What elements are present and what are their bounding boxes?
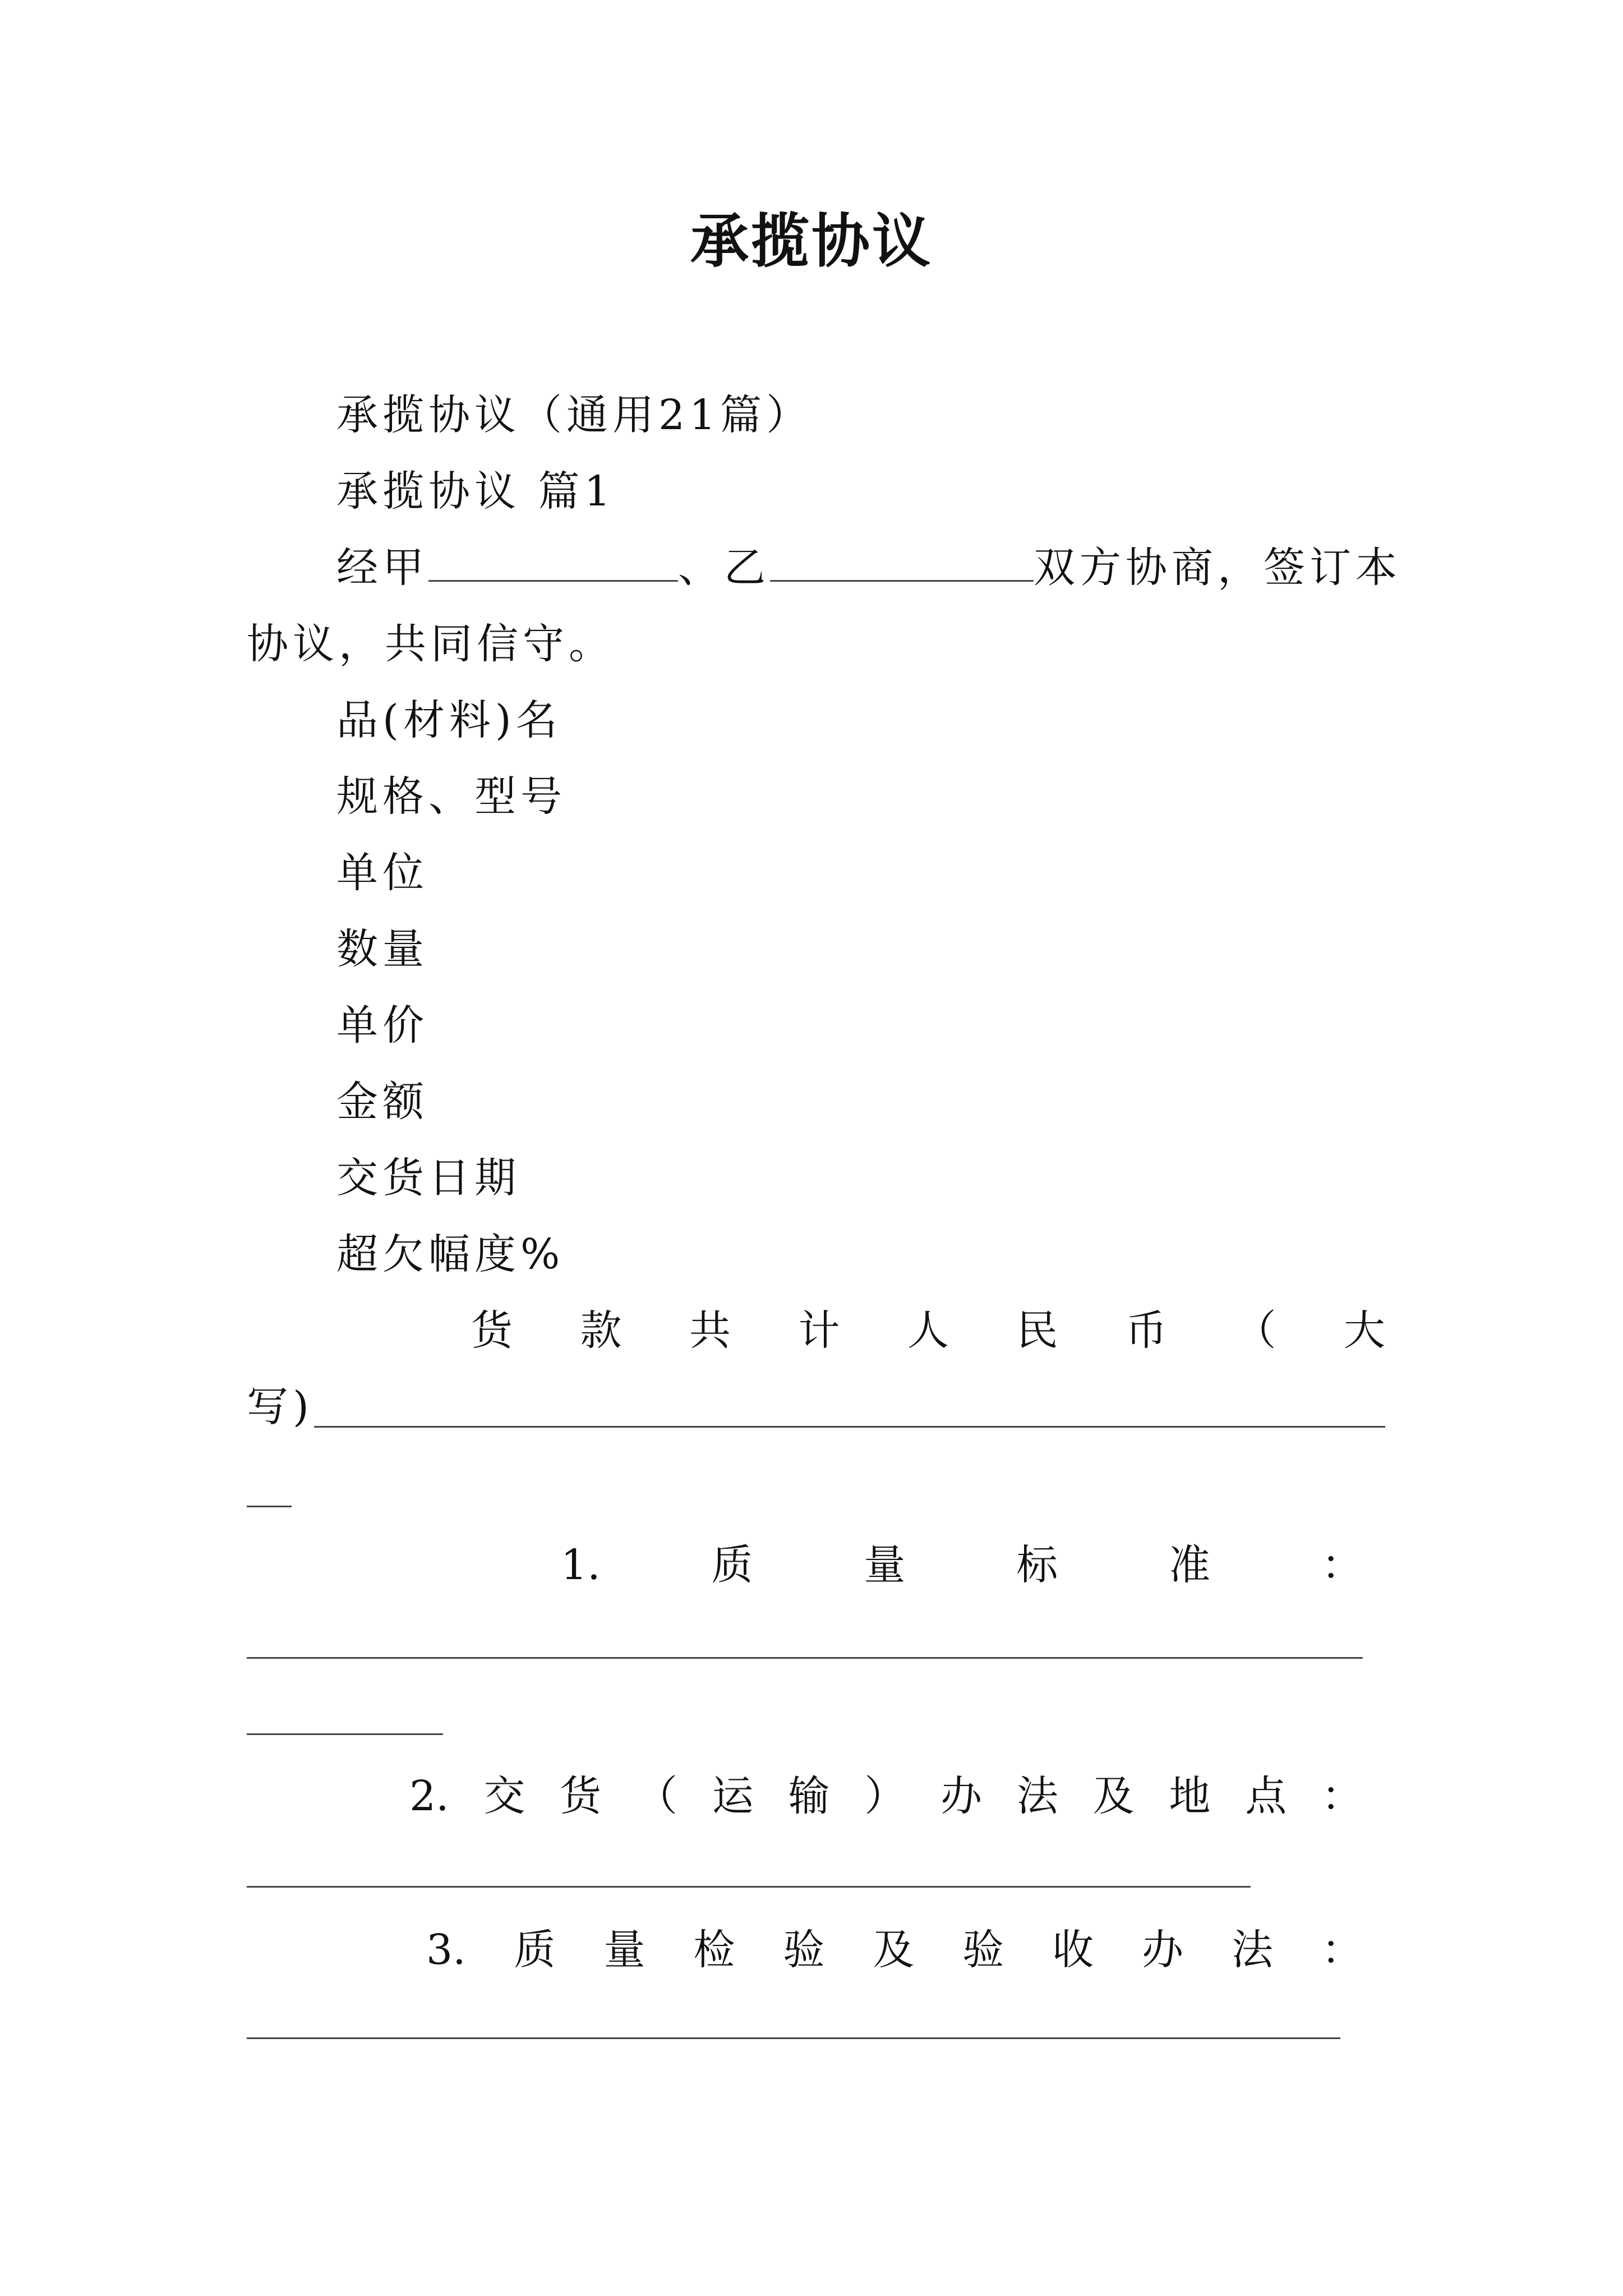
clause-char: 3. [426,1926,466,1974]
field-tolerance: 超欠幅度% [336,1230,565,1278]
clause-char: 质 [514,1926,556,1974]
clause-quality-standard [561,1537,1363,1593]
party-a-blank [428,574,678,582]
clause-char: 量 [603,1926,645,1974]
payment-amount-blank [314,1426,1385,1428]
clause-char: 办 [1142,1926,1184,1974]
payment-continuation: 写) [247,1383,313,1431]
clause-char: 货 [560,1772,602,1820]
payment-char: 货 [471,1306,513,1355]
clause-char: 量 [864,1541,906,1589]
clause-char: 输 [788,1772,830,1820]
payment-amount-blank-tail [247,1506,292,1507]
clause-char: 检 [693,1926,735,1974]
clause-char: 交 [483,1772,525,1820]
field-unit: 单位 [336,849,428,897]
field-spec-model: 规格、型号 [336,772,566,821]
clause-char: ） [864,1772,906,1820]
clause-char: 点 [1245,1772,1287,1820]
payment-char: 共 [689,1306,731,1355]
field-amount: 金额 [336,1078,428,1126]
payment-char: 计 [798,1306,840,1355]
clause-char: 1. [561,1541,601,1589]
payment-char: 大 [1344,1306,1385,1355]
payment-line [471,1303,1385,1359]
clause-char: 收 [1052,1926,1094,1974]
inspection-method-blank [247,2037,1340,2039]
clause-char: （ [635,1772,677,1820]
payment-char: 款 [580,1306,622,1355]
clause-char: ： [1321,1926,1363,1974]
document-title: 承揽协议 [690,206,933,275]
delivery-method-blank [247,1886,1251,1888]
clause-char: 及 [1092,1772,1135,1820]
payment-char: 民 [1016,1306,1058,1355]
intro-paragraph [336,540,1401,596]
clause-char: 2. [409,1772,449,1820]
intro-text-3: 双方协商，签订本 [1034,544,1401,592]
clause-char: 及 [873,1926,915,1974]
clause-char: 法 [1232,1926,1274,1974]
clause-char: 地 [1169,1772,1211,1820]
clause-char: 法 [1016,1772,1058,1820]
clause-char: 运 [712,1772,754,1820]
section-heading: 承揽协议 篇1 [336,467,615,516]
party-b-blank [770,574,1034,582]
clause-delivery-method [409,1768,1363,1824]
clause-char: ： [1321,1541,1363,1589]
intro-text-2: 、乙 [678,544,770,592]
clause-char: 验 [962,1926,1004,1974]
clause-char: ： [1321,1772,1363,1820]
quality-standard-blank [247,1657,1363,1659]
intro-text-1: 经甲 [336,544,428,592]
clause-char: 质 [711,1541,753,1589]
clause-char: 验 [783,1926,825,1974]
field-delivery-date: 交货日期 [336,1154,520,1202]
quality-standard-blank-tail [247,1733,443,1735]
clause-char: 办 [940,1772,983,1820]
payment-char: 币 [1126,1306,1167,1355]
clause-char: 标 [1016,1541,1058,1589]
clause-char: 准 [1169,1541,1211,1589]
field-quantity: 数量 [336,925,428,973]
intro-continuation: 协议，共同信守。 [247,620,615,668]
payment-char: （ [1234,1306,1276,1355]
subtitle: 承揽协议（通用21篇） [336,391,813,439]
field-item-name: 品(材料)名 [336,696,562,744]
payment-char: 人 [907,1306,949,1355]
field-unit-price: 单价 [336,1001,428,1050]
clause-inspection-method [426,1922,1363,1978]
